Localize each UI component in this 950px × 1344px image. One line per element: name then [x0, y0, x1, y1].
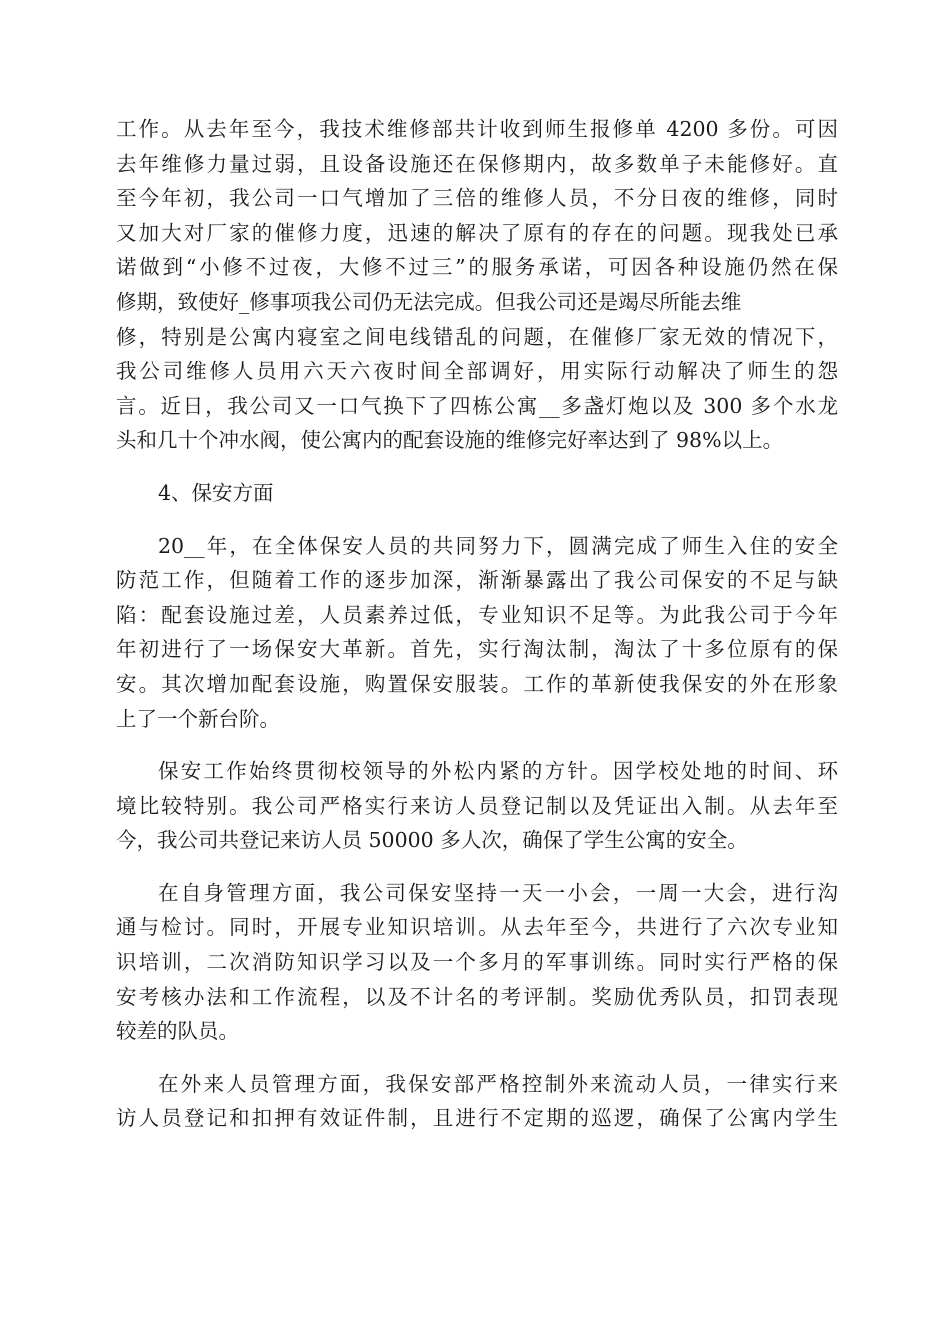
text-line: 至今年初，我公司一口气增加了三倍的维修人员，不分日夜的维修，同时: [116, 186, 838, 211]
text-line: 头和几十个冲水阀，使公寓内的配套设施的维修完好率达到了 98%以上。: [116, 428, 784, 453]
text-line: 陷：配套设施过差，人员素养过低，专业知识不足等。为此我公司于今年: [116, 602, 838, 627]
text-line: 诺做到“小修不过夜，大修不过三”的服务承诺，可因各种设施仍然在保: [116, 255, 838, 280]
text-line: 较差的队员。: [116, 1019, 239, 1044]
text-line: 去年维修力量过弱，且设备设施还在保修期内，故多数单子未能修好。直: [116, 151, 838, 176]
security-heading: [116, 476, 838, 511]
text-line: 年初进行了一场保安大革新。首先，实行淘汰制，淘汰了十多位原有的保: [116, 637, 838, 662]
section-heading: 4、保安方面: [158, 480, 274, 505]
text-line: 在自身管理方面，我公司保安坚持一天一小会，一周一大会，进行沟: [158, 880, 838, 905]
text-line: 修期，致使好_修事项我公司仍无法完成。但我公司还是竭尽所能去维: [116, 289, 742, 314]
text-line: 访人员登记和扣押有效证件制，且进行不定期的巡逻，确保了公寓内学生: [116, 1106, 838, 1131]
text-line: 我公司维修人员用六天六夜时间全部调好，用实际行动解决了师生的怨: [116, 359, 838, 384]
text-line: 20__年，在全体保安人员的共同努力下，圆满完成了师生入住的安全: [158, 533, 838, 558]
visitor-policy-paragraph: [116, 754, 838, 858]
text-line: 今，我公司共登记来访人员 50000 多人次，确保了学生公寓的安全。: [116, 828, 748, 853]
text-line: 言。近日，我公司又一口气换下了四栋公寓__多盏灯炮以及 300 多个水龙: [116, 393, 838, 418]
text-line: 又加大对厂家的催修力度，迅速的解决了原有的存在的问题。现我处已承: [116, 220, 838, 245]
text-line: 修，特别是公寓内寝室之间电线错乱的问题，在催修厂家无效的情况下，: [116, 324, 838, 349]
document-body: [116, 112, 838, 1136]
security-reform-paragraph: [116, 529, 838, 737]
text-line: 上了一个新台阶。: [116, 706, 280, 731]
text-line: 通与检讨。同时，开展专业知识培训。从去年至今，共进行了六次专业知: [116, 915, 838, 940]
text-line: 在外来人员管理方面，我保安部严格控制外来流动人员，一律实行来: [158, 1071, 838, 1096]
repair-paragraph: [116, 112, 838, 458]
text-line: 安考核办法和工作流程，以及不计名的考评制。奖励优秀队员，扣罚表现: [116, 984, 838, 1009]
text-line: 保安工作始终贯彻校领导的外松内紧的方针。因学校处地的时间、环: [158, 759, 838, 784]
text-line: 防范工作，但随着工作的逐步加深，渐渐暴露出了我公司保安的不足与缺: [116, 568, 838, 593]
text-line: 境比较特别。我公司严格实行来访人员登记制以及凭证出入制。从去年至: [116, 793, 838, 818]
outsider-management-paragraph: [116, 1067, 838, 1136]
text-line: 识培训，二次消防知识学习以及一个多月的军事训练。同时实行严格的保: [116, 950, 838, 975]
self-management-paragraph: [116, 876, 838, 1049]
text-line: 工作。从去年至今，我技术维修部共计收到师生报修单 4200 多份。可因: [116, 117, 838, 141]
text-line: 安。其次增加配套设施，购置保安服装。工作的革新使我保安的外在形象: [116, 671, 838, 696]
